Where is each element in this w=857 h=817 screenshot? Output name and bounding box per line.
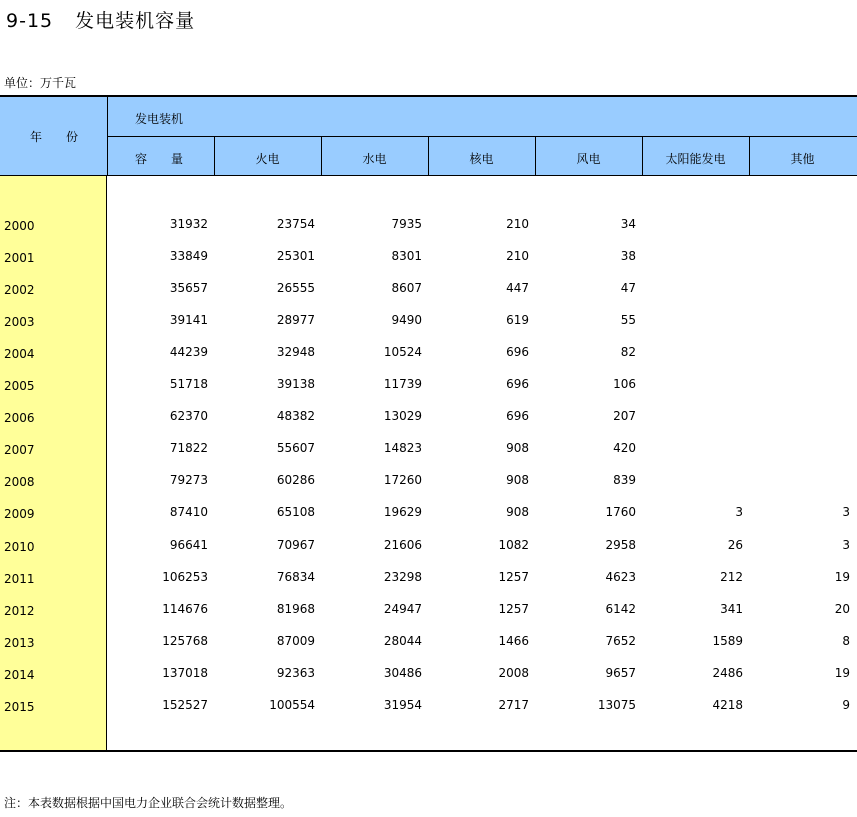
value-cell: 7935 <box>391 217 422 231</box>
group-header: 发电装机 <box>135 112 184 126</box>
year-cell: 2015 <box>4 700 35 714</box>
value-cell: 9490 <box>391 313 422 327</box>
value-cell: 23754 <box>276 217 315 231</box>
value-cell: 47 <box>620 281 636 295</box>
value-cell: 2958 <box>605 538 636 552</box>
value-cell: 92363 <box>276 666 315 680</box>
footnote: 注：本表数据根据中国电力企业联合会统计数据整理。 <box>4 796 293 810</box>
column-header: 风电 <box>576 152 601 166</box>
value-cell: 8 <box>842 634 850 648</box>
value-cell: 13075 <box>597 698 636 712</box>
value-cell: 8607 <box>391 281 422 295</box>
column-header: 核电 <box>469 152 494 166</box>
value-cell: 2717 <box>498 698 529 712</box>
value-cell: 96641 <box>169 538 208 552</box>
value-cell: 619 <box>506 313 529 327</box>
value-cell: 19629 <box>383 505 422 519</box>
value-cell: 81968 <box>276 602 315 616</box>
value-cell: 1760 <box>605 505 636 519</box>
value-cell: 447 <box>506 281 529 295</box>
value-cell: 31932 <box>169 217 208 231</box>
value-cell: 1257 <box>498 602 529 616</box>
year-cell: 2002 <box>4 283 35 297</box>
value-cell: 25301 <box>276 249 315 263</box>
column-header: 其他 <box>790 152 815 166</box>
year-cell: 2005 <box>4 379 35 393</box>
value-cell: 908 <box>506 441 529 455</box>
year-cell: 2004 <box>4 347 35 361</box>
value-cell: 2008 <box>498 666 529 680</box>
value-cell: 137018 <box>162 666 208 680</box>
value-cell: 13029 <box>383 409 422 423</box>
value-cell: 420 <box>613 441 636 455</box>
value-cell: 51718 <box>169 377 208 391</box>
value-cell: 28044 <box>383 634 422 648</box>
value-cell: 14823 <box>383 441 422 455</box>
value-cell: 106253 <box>162 570 208 584</box>
value-cell: 23298 <box>383 570 422 584</box>
value-cell: 1257 <box>498 570 529 584</box>
value-cell: 17260 <box>383 473 422 487</box>
value-cell: 7652 <box>605 634 636 648</box>
column-header: 水电 <box>362 152 387 166</box>
column-header: 火电 <box>255 152 280 166</box>
year-cell: 2000 <box>4 219 35 233</box>
value-cell: 44239 <box>169 345 208 359</box>
value-cell: 87410 <box>169 505 208 519</box>
value-cell: 8301 <box>391 249 422 263</box>
value-cell: 79273 <box>169 473 208 487</box>
value-cell: 212 <box>720 570 743 584</box>
value-cell: 21606 <box>383 538 422 552</box>
year-cell: 2003 <box>4 315 35 329</box>
value-cell: 341 <box>720 602 743 616</box>
table-number: 9-15 <box>6 10 54 32</box>
value-cell: 60286 <box>276 473 315 487</box>
value-cell: 696 <box>506 409 529 423</box>
year-cell: 2012 <box>4 604 35 618</box>
bottom-rule <box>0 750 857 752</box>
value-cell: 55 <box>620 313 636 327</box>
value-cell: 100554 <box>269 698 315 712</box>
value-cell: 1466 <box>498 634 529 648</box>
value-cell: 2486 <box>712 666 743 680</box>
column-header: 太阳能发电 <box>665 152 726 166</box>
value-cell: 4623 <box>605 570 636 584</box>
value-cell: 3 <box>842 505 850 519</box>
value-cell: 6142 <box>605 602 636 616</box>
year-cell: 2009 <box>4 507 35 521</box>
year-cell: 2010 <box>4 540 35 554</box>
value-cell: 65108 <box>276 505 315 519</box>
top-rule <box>0 95 857 97</box>
value-cell: 39138 <box>276 377 315 391</box>
value-cell: 696 <box>506 377 529 391</box>
value-cell: 87009 <box>276 634 315 648</box>
value-cell: 20 <box>834 602 850 616</box>
table-title: 发电装机容量 <box>75 10 196 32</box>
value-cell: 32948 <box>276 345 315 359</box>
value-cell: 82 <box>620 345 636 359</box>
value-cell: 207 <box>613 409 636 423</box>
value-cell: 39141 <box>169 313 208 327</box>
value-cell: 210 <box>506 249 529 263</box>
page-title <box>6 6 195 33</box>
value-cell: 10524 <box>383 345 422 359</box>
column-header: 容 量 <box>135 152 184 166</box>
value-cell: 19 <box>834 570 850 584</box>
value-cell: 1082 <box>498 538 529 552</box>
value-cell: 55607 <box>276 441 315 455</box>
year-cell: 2008 <box>4 475 35 489</box>
value-cell: 33849 <box>169 249 208 263</box>
year-header: 年 份 <box>30 130 79 144</box>
year-cell: 2014 <box>4 668 35 682</box>
value-cell: 125768 <box>162 634 208 648</box>
value-cell: 114676 <box>162 602 208 616</box>
year-cell: 2001 <box>4 251 35 265</box>
value-cell: 1589 <box>712 634 743 648</box>
value-cell: 9 <box>842 698 850 712</box>
value-cell: 34 <box>620 217 636 231</box>
value-cell: 839 <box>613 473 636 487</box>
unit-label: 单位：万千瓦 <box>4 76 77 90</box>
value-cell: 70967 <box>276 538 315 552</box>
value-cell: 3 <box>842 538 850 552</box>
header-subrule <box>107 136 857 137</box>
value-cell: 48382 <box>276 409 315 423</box>
value-cell: 908 <box>506 473 529 487</box>
value-cell: 19 <box>834 666 850 680</box>
value-cell: 3 <box>735 505 743 519</box>
value-cell: 71822 <box>169 441 208 455</box>
value-cell: 4218 <box>712 698 743 712</box>
year-cell: 2011 <box>4 572 35 586</box>
year-cell: 2013 <box>4 636 35 650</box>
value-cell: 11739 <box>383 377 422 391</box>
value-cell: 24947 <box>383 602 422 616</box>
value-cell: 31954 <box>383 698 422 712</box>
year-cell: 2007 <box>4 443 35 457</box>
value-cell: 28977 <box>276 313 315 327</box>
value-cell: 35657 <box>169 281 208 295</box>
value-cell: 696 <box>506 345 529 359</box>
value-cell: 76834 <box>276 570 315 584</box>
value-cell: 9657 <box>605 666 636 680</box>
value-cell: 26 <box>727 538 743 552</box>
value-cell: 30486 <box>383 666 422 680</box>
value-cell: 106 <box>613 377 636 391</box>
value-cell: 38 <box>620 249 636 263</box>
value-cell: 908 <box>506 505 529 519</box>
value-cell: 210 <box>506 217 529 231</box>
value-cell: 26555 <box>276 281 315 295</box>
value-cell: 62370 <box>169 409 208 423</box>
value-cell: 152527 <box>162 698 208 712</box>
year-cell: 2006 <box>4 411 35 425</box>
